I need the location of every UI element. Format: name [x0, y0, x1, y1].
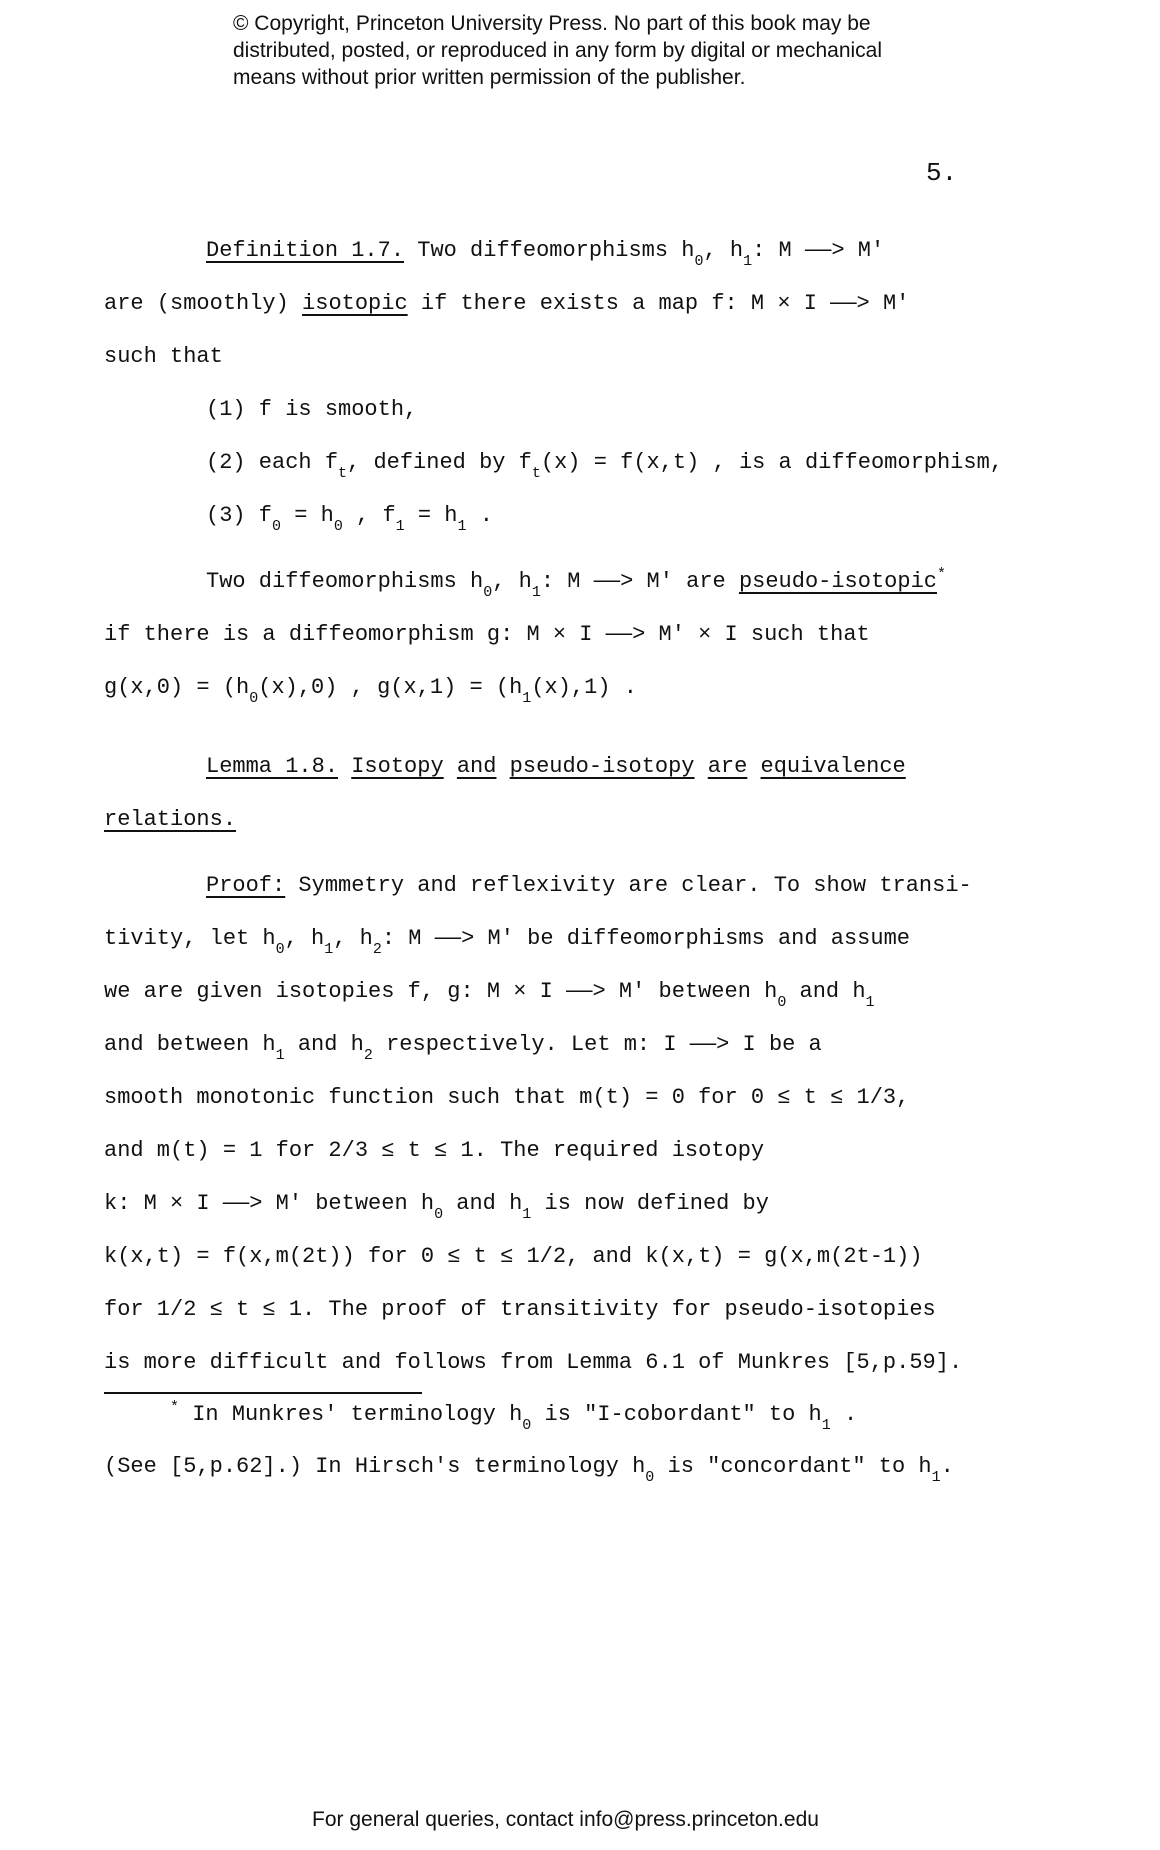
- copyright-notice: [233, 10, 882, 91]
- proof-line-3: we are given isotopies f, g: M × I ——> M' between $h_0$ and $h_1$: [104, 979, 875, 1011]
- definition-title: Definition 1.7.: [206, 238, 405, 263]
- proof-line-8: k(x,t) = f(x,m(2t)) for 0 ≤ t ≤ 1/2, and k(x,t) = g(x,m(2t-1)): [104, 1244, 923, 1269]
- footnote-divider: [104, 1392, 422, 1394]
- proof-line-1: Proof: Symmetry and reflexivity are clear. To show transi-: [206, 873, 972, 898]
- page-number: 5.: [926, 158, 958, 188]
- lemma-label: Lemma 1.8.: [206, 754, 339, 779]
- footnote-line-2: (See [5,p.62].) In Hirsch's terminology $h_0$ is "concordant" to $h_1$.: [104, 1454, 954, 1486]
- term-isotopic: isotopic: [302, 291, 408, 316]
- proof-line-2: tivity, let $h_0$, $h_1$, $h_2$: M ——> M' be diffeomorphisms and assume: [104, 926, 910, 958]
- footnote-marker: *: [936, 566, 946, 583]
- definition-line-3: such that: [104, 344, 223, 369]
- proof-line-6: and m(t) = 1 for 2/3 ≤ t ≤ 1. The required isotopy: [104, 1138, 765, 1163]
- proof-line-4: and between $h_1$ and $h_2$ respectively. Let m: I ——> I be a: [104, 1032, 822, 1064]
- footnote-line-1: * In Munkres' terminology $h_0$ is "I-cobordant" to $h_1$ .: [170, 1399, 858, 1434]
- pseudo-line-2: if there is a diffeomorphism g: M × I ——> M' × I such that: [104, 622, 870, 647]
- pseudo-line-3: $g(x,0) = (h_0(x),0)$ , $g(x,1) = (h_1(x),1)$ .: [104, 675, 637, 707]
- proof-line-10: is more difficult and follows from Lemma 6.1 of Munkres [5,p.59].: [104, 1350, 963, 1375]
- definition-item-3: (3) $f_0 = h_0$ , $f_1 = h_1$ .: [206, 503, 493, 535]
- lemma-line-1: Lemma 1.8. Isotopy and pseudo-isotopy are equivalence: [206, 754, 906, 779]
- footer-contact: For general queries, contact info@press.princeton.edu: [312, 1808, 819, 1831]
- definition-item-1: (1) f is smooth,: [206, 397, 418, 422]
- proof-line-9: for 1/2 ≤ t ≤ 1. The proof of transitivity for pseudo-isotopies: [104, 1297, 936, 1322]
- lemma-line-2: relations.: [104, 807, 237, 832]
- definition-line-1: Definition 1.7. Two diffeomorphisms $h_0$, $h_1$: M ——> M': [206, 238, 885, 270]
- proof-label: Proof:: [206, 873, 286, 898]
- pseudo-line-1: Two diffeomorphisms $h_0$, $h_1$: M ——> M' are pseudo-isotopic*: [206, 566, 946, 601]
- definition-item-2: (2) each $f_t$, defined by $f_t(x) = f(x,t)$ , is a diffeomorphism,: [206, 450, 1003, 482]
- proof-line-7: k: M × I ——> M' between $h_0$ and $h_1$ is now defined by: [104, 1191, 769, 1223]
- copyright-line-3: means without prior written permission of the publisher.: [233, 66, 746, 89]
- copyright-line-2: distributed, posted, or reproduced in any form by digital or mechanical: [233, 39, 883, 62]
- proof-line-5: smooth monotonic function such that m(t) = 0 for 0 ≤ t ≤ 1/3,: [104, 1085, 910, 1110]
- term-pseudo-isotopic: pseudo-isotopic: [738, 569, 937, 594]
- copyright-line-1: © Copyright, Princeton University Press. No part of this book may be: [233, 12, 871, 35]
- definition-line-2: are (smoothly) isotopic if there exists a map f: M × I ——> M': [104, 291, 910, 316]
